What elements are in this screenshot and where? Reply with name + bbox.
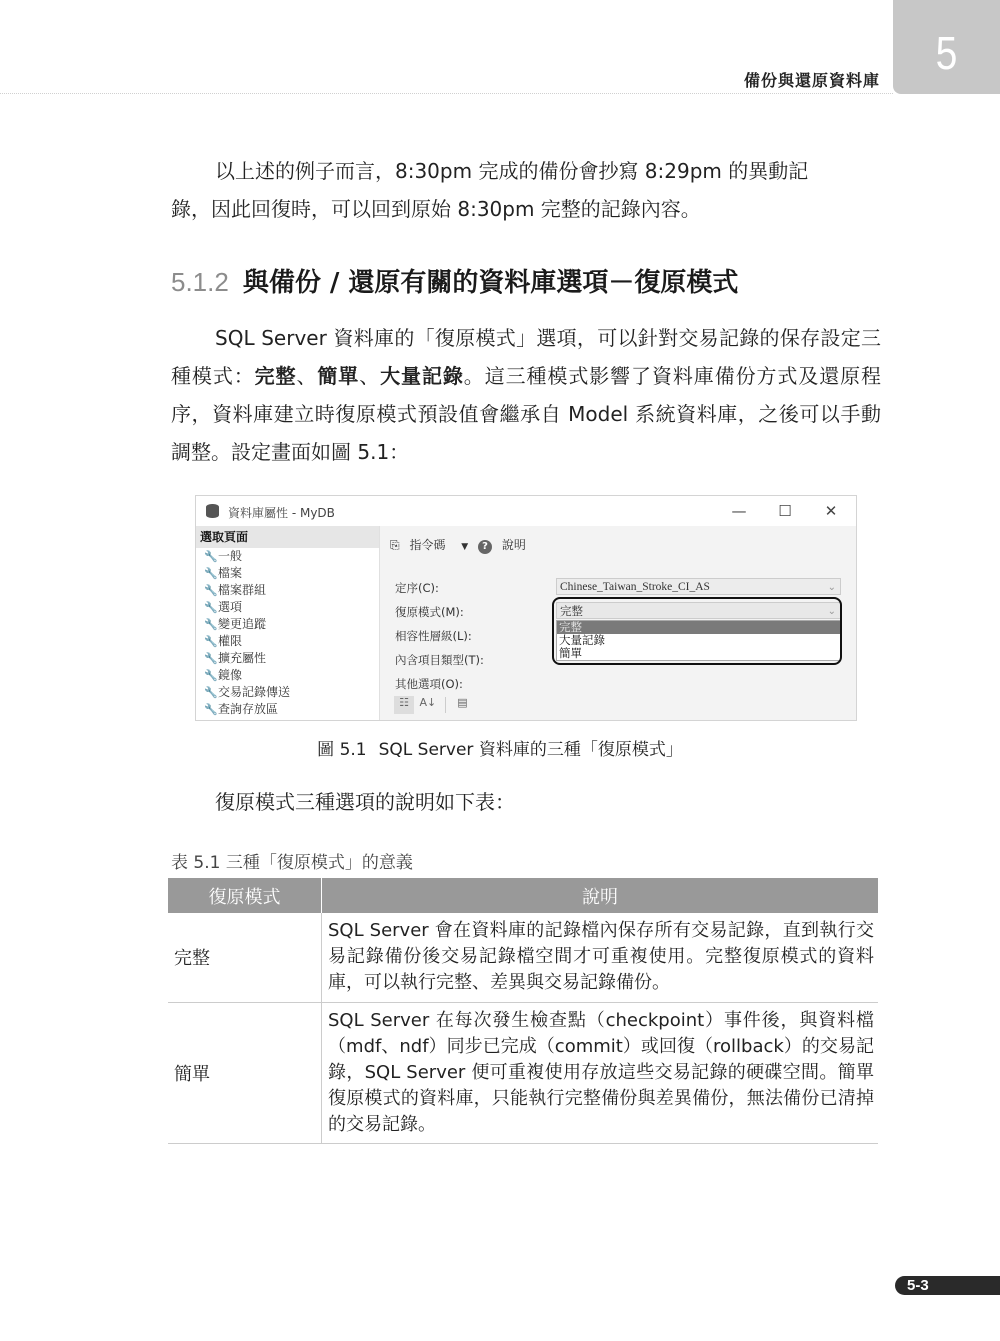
page-item-files[interactable]: [196, 565, 379, 582]
figure-caption: [0, 735, 1000, 760]
page-item-label: 一般: [218, 549, 243, 563]
recovery-option-simple[interactable]: 簡單: [559, 646, 582, 660]
description-cell: SQL Server 在每次發生檢查點（checkpoint）事件後，與資料檔（mdf、ndf）同步已完成（commit）或回復（rollback）的交易記錄，SQL Server 便可重複使用存放這些交易記錄的硬碟空間。簡單復原模式的資料庫，只能執行完整備份與差異備份，無法備份已清掉的交易記錄。: [322, 1002, 879, 1143]
page-item-label: 鏡像: [218, 668, 243, 682]
separator: 、: [359, 364, 381, 388]
window-title: 資料庫屬性 - MyDB: [228, 506, 335, 520]
recovery-option-full[interactable]: 完整: [557, 621, 840, 634]
page-item-label: 變更追蹤: [218, 617, 267, 631]
chapter-tab: [893, 0, 1000, 94]
wrench-icon: 🔧: [204, 550, 218, 563]
section-heading: [171, 262, 738, 299]
wrench-icon: 🔧: [204, 652, 218, 665]
section-number: 5.1.2: [171, 267, 229, 297]
intro-line-2: 錄，因此回復時，可以回到原始 8:30pm 完整的記錄內容。: [171, 197, 701, 221]
script-dropdown-arrow-icon[interactable]: ▼: [461, 542, 469, 552]
compatibility-level-label: 相容性層級(L):: [395, 629, 472, 643]
minimize-button[interactable]: —: [731, 502, 747, 520]
wrench-icon: 🔧: [204, 567, 218, 580]
recovery-model-label: 復原模式(M):: [395, 605, 464, 619]
section-paragraph: [171, 319, 881, 471]
toolbar-separator: [445, 697, 446, 713]
table-header-row: [168, 878, 878, 913]
help-button[interactable]: [478, 538, 532, 552]
database-properties-window: [195, 495, 857, 721]
collation-value: Chinese_Taiwan_Stroke_CI_AS: [560, 581, 710, 593]
table-row: [168, 1002, 878, 1143]
paragraph-text: 。這三種模式影響了資料庫備份方式及還原程序，資料庫建立時復原模式預設值會繼承自 Model 系統資料庫，之後可以手動調整。設定畫面如圖 5.1：: [171, 364, 882, 464]
wrench-icon: 🔧: [204, 703, 218, 716]
recovery-option-bulk-logged[interactable]: 大量記錄: [559, 633, 605, 647]
section-title: 與備份 / 還原有關的資料庫選項－復原模式: [242, 268, 739, 298]
other-options-label: 其他選項(O):: [395, 677, 463, 691]
chapter-number: 5: [935, 27, 958, 79]
page-item-permissions[interactable]: [196, 633, 379, 650]
separator: 、: [296, 364, 318, 388]
page-item-label: 交易記錄傳送: [218, 685, 291, 699]
paragraph-text: SQL Server 資料庫的「復原模式」選項，可以針對交易記錄的保存設定三種模式：: [171, 326, 881, 388]
window-toolbar: [390, 536, 538, 554]
header-rule: [0, 93, 893, 94]
figure-number: 圖 5.1: [317, 740, 367, 760]
running-head: 備份與還原資料庫: [743, 71, 880, 90]
page-item-filegroups[interactable]: [196, 582, 379, 599]
page-item-options[interactable]: [196, 599, 379, 616]
script-button[interactable]: [390, 538, 451, 552]
page-item-change-tracking[interactable]: [196, 616, 379, 633]
wrench-icon: 🔧: [204, 686, 218, 699]
page-item-label: 選項: [218, 600, 243, 614]
wrench-icon: 🔧: [204, 584, 218, 597]
page-item-label: 檔案: [218, 566, 243, 580]
page-item-query-store[interactable]: [196, 701, 379, 718]
chevron-down-icon: ⌄: [827, 582, 836, 593]
table-caption: 表 5.1 三種「復原模式」的意義: [171, 853, 413, 873]
column-header-description: 說明: [322, 878, 879, 913]
wrench-icon: 🔧: [204, 601, 218, 614]
script-label: 指令碼: [409, 538, 446, 552]
table-row: [168, 913, 878, 1002]
bold-term-bulk-logged: 大量記錄: [380, 364, 464, 388]
recovery-model-combobox[interactable]: [556, 602, 841, 619]
containment-type-label: 內含項目類型(T):: [395, 653, 484, 667]
bold-term-simple: 簡單: [317, 364, 360, 388]
wrench-icon: 🔧: [204, 669, 218, 682]
page-number-tab: [895, 1276, 1000, 1295]
wrench-icon: 🔧: [204, 635, 218, 648]
page-item-label: 擴充屬性: [218, 651, 267, 665]
sort-alphabetical-icon[interactable]: A↓: [419, 696, 437, 709]
description-cell: SQL Server 會在資料庫的記錄檔內保存所有交易記錄，直到執行交易記錄備份後交易記錄檔空間才可重複使用。完整復原模式的資料庫，可以執行完整、差異與交易記錄備份。: [322, 913, 879, 1002]
lead-in-text: 復原模式三種選項的說明如下表：: [215, 790, 515, 814]
collation-combobox[interactable]: [556, 578, 841, 595]
property-pages-icon[interactable]: ▤: [457, 696, 468, 709]
page-item-general[interactable]: [196, 548, 379, 565]
select-page-pane: [196, 526, 380, 720]
database-icon: [206, 504, 219, 518]
page-item-label: 檔案群組: [218, 583, 267, 597]
intro-line-1: 以上述的例子而言，8:30pm 完成的備份會抄寫 8:29pm 的異動記: [215, 159, 809, 183]
window-titlebar: [196, 496, 856, 526]
recovery-model-dropdown-list: [556, 620, 841, 661]
page-number: 5-3: [907, 1277, 929, 1294]
maximize-button[interactable]: ☐: [778, 502, 792, 520]
figure-caption-text: SQL Server 資料庫的三種「復原模式」: [378, 740, 683, 760]
help-icon: ?: [478, 540, 492, 554]
help-label: 說明: [501, 538, 526, 552]
page-item-extended-properties[interactable]: [196, 650, 379, 667]
wrench-icon: 🔧: [204, 618, 218, 631]
intro-paragraph: [171, 152, 881, 228]
column-header-mode: 復原模式: [168, 878, 322, 913]
properties-pane: [380, 526, 856, 720]
page-item-mirroring[interactable]: [196, 667, 379, 684]
bold-term-full: 完整: [254, 364, 297, 388]
chevron-down-icon: ⌄: [827, 606, 836, 617]
property-grid-toolbar: [394, 696, 472, 716]
recovery-model-value: 完整: [560, 604, 583, 618]
page-item-log-shipping[interactable]: [196, 684, 379, 701]
table-lead-in: [171, 783, 881, 821]
collation-label: 定序(C):: [395, 581, 439, 595]
page-item-label: 權限: [218, 634, 243, 648]
script-icon: ⎘: [390, 538, 400, 552]
close-button[interactable]: ✕: [824, 502, 838, 520]
categorized-icon[interactable]: ☷: [394, 696, 414, 714]
mode-cell: 完整: [168, 913, 322, 1002]
select-page-header: 選取頁面: [196, 526, 379, 548]
mode-cell: 簡單: [168, 1002, 322, 1143]
page-item-label: 查詢存放區: [218, 702, 279, 716]
recovery-model-table: [168, 878, 878, 1144]
